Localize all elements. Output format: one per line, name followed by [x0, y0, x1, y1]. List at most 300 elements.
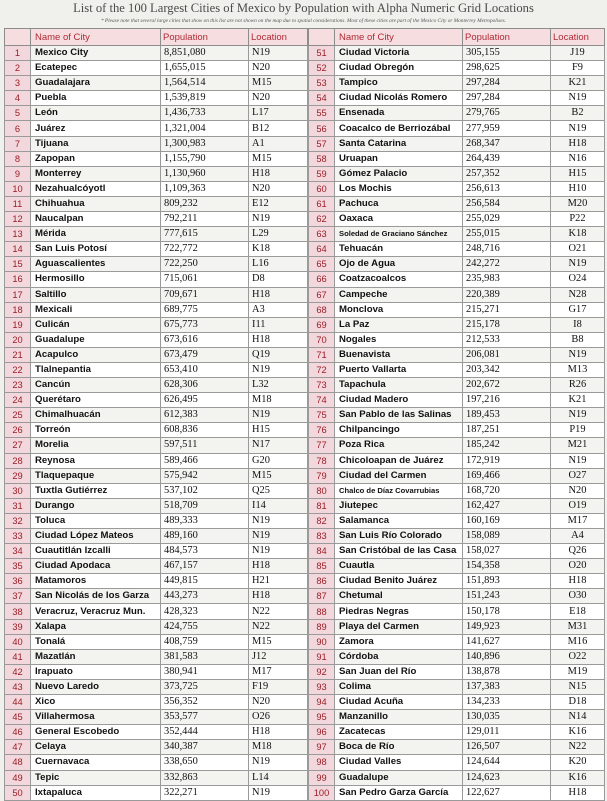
population-cell: 675,773 [161, 317, 249, 332]
table-row [5, 317, 308, 332]
population-cell: 162,427 [463, 498, 551, 513]
grid-location-cell: G20 [249, 453, 308, 468]
table-row [309, 272, 605, 287]
table-row [5, 438, 308, 453]
table-row [309, 212, 605, 227]
population-cell: 777,615 [161, 227, 249, 242]
population-cell: 428,323 [161, 604, 249, 619]
population-cell: 168,720 [463, 483, 551, 498]
rank-cell: 28 [5, 453, 31, 468]
table-row [5, 121, 308, 136]
grid-location-cell: N19 [249, 755, 308, 770]
city-name-cell: Coacalco de Berriozábal [335, 121, 463, 136]
table-row [5, 589, 308, 604]
city-name-cell: Los Mochis [335, 181, 463, 196]
population-cell: 185,242 [463, 438, 551, 453]
grid-location-cell: H18 [249, 559, 308, 574]
grid-location-cell: Q25 [249, 483, 308, 498]
grid-location-cell: H18 [249, 166, 308, 181]
header-location: Location [551, 29, 605, 46]
grid-location-cell: M19 [551, 664, 605, 679]
table-row [309, 755, 605, 770]
city-name-cell: Monclova [335, 302, 463, 317]
city-name-cell: Villahermosa [31, 710, 161, 725]
population-cell: 255,015 [463, 227, 551, 242]
population-cell: 248,716 [463, 242, 551, 257]
rank-cell: 87 [309, 589, 335, 604]
population-cell: 673,616 [161, 332, 249, 347]
population-cell: 130,035 [463, 710, 551, 725]
table-row [5, 664, 308, 679]
city-name-cell: Reynosa [31, 453, 161, 468]
grid-location-cell: M17 [249, 664, 308, 679]
population-cell: 279,765 [463, 106, 551, 121]
table-row [309, 332, 605, 347]
city-name-cell: Gómez Palacio [335, 166, 463, 181]
table-row [309, 483, 605, 498]
grid-location-cell: H10 [551, 181, 605, 196]
city-name-cell: Aguascalientes [31, 257, 161, 272]
table-row [5, 634, 308, 649]
city-name-cell: Mérida [31, 227, 161, 242]
grid-location-cell: B2 [551, 106, 605, 121]
rank-cell: 81 [309, 498, 335, 513]
rank-cell: 97 [309, 740, 335, 755]
rank-cell: 90 [309, 634, 335, 649]
rank-cell: 56 [309, 121, 335, 136]
grid-location-cell: H21 [249, 574, 308, 589]
population-cell: 149,923 [463, 619, 551, 634]
table-row [309, 46, 605, 61]
grid-location-cell: I11 [249, 317, 308, 332]
rank-cell: 98 [309, 755, 335, 770]
city-name-cell: Coatzacoalcos [335, 272, 463, 287]
grid-location-cell: N20 [249, 181, 308, 196]
population-cell: 467,157 [161, 559, 249, 574]
city-name-cell: Cuautla [335, 559, 463, 574]
population-cell: 381,583 [161, 649, 249, 664]
population-cell: 255,029 [463, 212, 551, 227]
population-cell: 134,233 [463, 695, 551, 710]
table-row [5, 483, 308, 498]
grid-location-cell: I8 [551, 317, 605, 332]
grid-location-cell: K21 [551, 76, 605, 91]
city-name-cell: Veracruz, Veracruz Mun. [31, 604, 161, 619]
city-name-cell: Acapulco [31, 347, 161, 362]
table-row [5, 166, 308, 181]
grid-location-cell: N19 [249, 544, 308, 559]
rank-cell: 33 [5, 529, 31, 544]
population-cell: 537,102 [161, 483, 249, 498]
population-cell: 160,169 [463, 513, 551, 528]
grid-location-cell: N19 [551, 91, 605, 106]
grid-location-cell: N19 [249, 212, 308, 227]
population-cell: 277,959 [463, 121, 551, 136]
population-cell: 203,342 [463, 362, 551, 377]
rank-cell: 41 [5, 649, 31, 664]
population-cell: 1,155,790 [161, 151, 249, 166]
rank-cell: 15 [5, 257, 31, 272]
rank-cell: 22 [5, 362, 31, 377]
rank-cell: 66 [309, 272, 335, 287]
city-name-cell: Ciudad Apodaca [31, 559, 161, 574]
population-cell: 489,333 [161, 513, 249, 528]
population-cell: 1,321,004 [161, 121, 249, 136]
rank-cell: 24 [5, 393, 31, 408]
population-cell: 1,130,960 [161, 166, 249, 181]
rank-cell: 45 [5, 710, 31, 725]
population-cell: 242,272 [463, 257, 551, 272]
city-name-cell: Ciudad Obregón [335, 61, 463, 76]
table-row [309, 468, 605, 483]
table-row [309, 710, 605, 725]
city-name-cell: Nuevo Laredo [31, 679, 161, 694]
grid-location-cell: I14 [249, 498, 308, 513]
grid-location-cell: H15 [551, 166, 605, 181]
grid-location-cell: H18 [249, 725, 308, 740]
city-name-cell: Saltillo [31, 287, 161, 302]
population-cell: 297,284 [463, 91, 551, 106]
header-name: Name of City [31, 29, 161, 46]
grid-location-cell: L29 [249, 227, 308, 242]
population-cell: 380,941 [161, 664, 249, 679]
population-cell: 715,061 [161, 272, 249, 287]
city-name-cell: Oaxaca [335, 212, 463, 227]
population-cell: 140,896 [463, 649, 551, 664]
city-name-cell: Culicán [31, 317, 161, 332]
table-row [309, 287, 605, 302]
table-row [309, 664, 605, 679]
grid-location-cell: O22 [551, 649, 605, 664]
table-row [309, 408, 605, 423]
population-cell: 443,273 [161, 589, 249, 604]
rank-cell: 49 [5, 770, 31, 785]
population-cell: 597,511 [161, 438, 249, 453]
header-location: Location [249, 29, 308, 46]
city-name-cell: San Pablo de las Salinas [335, 408, 463, 423]
city-name-cell: Monterrey [31, 166, 161, 181]
population-cell: 628,306 [161, 378, 249, 393]
population-cell: 1,436,733 [161, 106, 249, 121]
rank-cell: 43 [5, 679, 31, 694]
population-cell: 352,444 [161, 725, 249, 740]
population-cell: 151,243 [463, 589, 551, 604]
rank-cell: 21 [5, 347, 31, 362]
population-cell: 305,155 [463, 46, 551, 61]
population-cell: 124,644 [463, 755, 551, 770]
rank-cell: 37 [5, 589, 31, 604]
table-row [309, 649, 605, 664]
rank-cell: 77 [309, 438, 335, 453]
population-cell: 150,178 [463, 604, 551, 619]
table-row [309, 770, 605, 785]
grid-location-cell: N19 [249, 362, 308, 377]
rank-cell: 6 [5, 121, 31, 136]
rank-cell: 35 [5, 559, 31, 574]
table-row [309, 544, 605, 559]
rank-cell: 60 [309, 181, 335, 196]
rank-cell: 13 [5, 227, 31, 242]
rank-cell: 47 [5, 740, 31, 755]
rank-cell: 95 [309, 710, 335, 725]
table-row [5, 242, 308, 257]
rank-cell: 91 [309, 649, 335, 664]
grid-location-cell: N22 [551, 740, 605, 755]
grid-location-cell: M21 [551, 438, 605, 453]
rank-cell: 27 [5, 438, 31, 453]
grid-location-cell: D8 [249, 272, 308, 287]
city-name-cell: Uruapan [335, 151, 463, 166]
grid-location-cell: O21 [551, 242, 605, 257]
header-name: Name of City [335, 29, 463, 46]
grid-location-cell: B8 [551, 332, 605, 347]
city-name-cell: San Juan del Río [335, 664, 463, 679]
table-row [309, 740, 605, 755]
rank-cell: 85 [309, 559, 335, 574]
rank-cell: 64 [309, 242, 335, 257]
city-table-left [4, 28, 308, 801]
rank-cell: 26 [5, 423, 31, 438]
city-name-cell: Puerto Vallarta [335, 362, 463, 377]
population-cell: 256,613 [463, 181, 551, 196]
city-name-cell: Buenavista [335, 347, 463, 362]
grid-location-cell: M15 [249, 76, 308, 91]
table-row [309, 634, 605, 649]
city-name-cell: Poza Rica [335, 438, 463, 453]
population-cell: 158,027 [463, 544, 551, 559]
population-cell: 1,539,819 [161, 91, 249, 106]
population-cell: 137,383 [463, 679, 551, 694]
grid-location-cell: N28 [551, 287, 605, 302]
table-row [309, 498, 605, 513]
table-row [5, 181, 308, 196]
rank-cell: 67 [309, 287, 335, 302]
city-name-cell: Campeche [335, 287, 463, 302]
table-row [309, 679, 605, 694]
grid-location-cell: O26 [249, 710, 308, 725]
grid-location-cell: K20 [551, 755, 605, 770]
population-cell: 653,410 [161, 362, 249, 377]
rank-cell: 1 [5, 46, 31, 61]
population-cell: 151,893 [463, 574, 551, 589]
table-row [309, 76, 605, 91]
grid-location-cell: H15 [249, 423, 308, 438]
population-cell: 158,089 [463, 529, 551, 544]
rank-cell: 29 [5, 468, 31, 483]
table-row [5, 287, 308, 302]
grid-location-cell: L16 [249, 257, 308, 272]
city-name-cell: Ciudad Acuña [335, 695, 463, 710]
table-row [5, 725, 308, 740]
grid-location-cell: N19 [249, 513, 308, 528]
rank-cell: 44 [5, 695, 31, 710]
rank-cell: 48 [5, 755, 31, 770]
grid-location-cell: L14 [249, 770, 308, 785]
rank-cell: 61 [309, 196, 335, 211]
population-cell: 256,584 [463, 196, 551, 211]
table-row [309, 513, 605, 528]
grid-location-cell: N19 [551, 453, 605, 468]
population-cell: 187,251 [463, 423, 551, 438]
rank-cell: 32 [5, 513, 31, 528]
grid-location-cell: N19 [551, 347, 605, 362]
table-row [5, 755, 308, 770]
rank-cell: 100 [309, 785, 335, 800]
city-name-cell: Tehuacán [335, 242, 463, 257]
grid-location-cell: N17 [249, 438, 308, 453]
city-name-cell: Irapuato [31, 664, 161, 679]
city-name-cell: Chetumal [335, 589, 463, 604]
grid-location-cell: A1 [249, 136, 308, 151]
grid-location-cell: Q19 [249, 347, 308, 362]
city-name-cell: Santa Catarina [335, 136, 463, 151]
rank-cell: 3 [5, 76, 31, 91]
table-row [309, 604, 605, 619]
city-name-cell: Zapopan [31, 151, 161, 166]
header-population: Population [463, 29, 551, 46]
rank-cell: 70 [309, 332, 335, 347]
table-row [309, 589, 605, 604]
city-name-cell: Chilpancingo [335, 423, 463, 438]
rank-cell: 5 [5, 106, 31, 121]
grid-location-cell: Q26 [551, 544, 605, 559]
city-name-cell: San Nicolás de los Garza [31, 589, 161, 604]
rank-cell: 38 [5, 604, 31, 619]
city-name-cell: Cuautitlán Izcalli [31, 544, 161, 559]
rank-cell: 19 [5, 317, 31, 332]
grid-location-cell: O19 [551, 498, 605, 513]
table-row [309, 106, 605, 121]
grid-location-cell: P22 [551, 212, 605, 227]
rank-cell: 31 [5, 498, 31, 513]
table-row [309, 362, 605, 377]
population-cell: 1,655,015 [161, 61, 249, 76]
table-row [5, 61, 308, 76]
grid-location-cell: M20 [551, 196, 605, 211]
city-name-cell: Zamora [335, 634, 463, 649]
population-cell: 332,863 [161, 770, 249, 785]
city-name-cell: Jiutepec [335, 498, 463, 513]
rank-cell: 4 [5, 91, 31, 106]
population-cell: 575,942 [161, 468, 249, 483]
population-cell: 8,851,080 [161, 46, 249, 61]
grid-location-cell: N19 [551, 121, 605, 136]
city-name-cell: Guadalajara [31, 76, 161, 91]
population-cell: 122,627 [463, 785, 551, 800]
rank-cell: 73 [309, 378, 335, 393]
table-row [5, 196, 308, 211]
rank-cell: 57 [309, 136, 335, 151]
table-row [309, 121, 605, 136]
rank-cell: 72 [309, 362, 335, 377]
rank-cell: 55 [309, 106, 335, 121]
grid-location-cell: H18 [551, 785, 605, 800]
rank-cell: 68 [309, 302, 335, 317]
population-cell: 353,577 [161, 710, 249, 725]
city-name-cell: Naucalpan [31, 212, 161, 227]
table-row [5, 785, 308, 800]
city-name-cell: Córdoba [335, 649, 463, 664]
grid-location-cell: O24 [551, 272, 605, 287]
rank-cell: 63 [309, 227, 335, 242]
city-name-cell: Chicoloapan de Juárez [335, 453, 463, 468]
table-row [309, 91, 605, 106]
table-row [5, 332, 308, 347]
table-row [309, 166, 605, 181]
table-row [5, 106, 308, 121]
rank-cell: 78 [309, 453, 335, 468]
grid-location-cell: M18 [249, 393, 308, 408]
rank-cell: 84 [309, 544, 335, 559]
population-cell: 709,671 [161, 287, 249, 302]
table-row [309, 257, 605, 272]
table-row [309, 61, 605, 76]
rank-cell: 58 [309, 151, 335, 166]
rank-cell: 59 [309, 166, 335, 181]
table-row [309, 423, 605, 438]
table-row [5, 604, 308, 619]
header-rank [309, 29, 335, 46]
grid-location-cell: G17 [551, 302, 605, 317]
grid-location-cell: A4 [551, 529, 605, 544]
population-cell: 340,387 [161, 740, 249, 755]
table-row [5, 574, 308, 589]
population-cell: 215,271 [463, 302, 551, 317]
table-row [309, 619, 605, 634]
rank-cell: 71 [309, 347, 335, 362]
grid-location-cell: M18 [249, 740, 308, 755]
city-name-cell: Ecatepec [31, 61, 161, 76]
city-name-cell: Toluca [31, 513, 161, 528]
rank-cell: 62 [309, 212, 335, 227]
city-name-cell: Ciudad Benito Juárez [335, 574, 463, 589]
table-row [5, 151, 308, 166]
population-cell: 206,081 [463, 347, 551, 362]
grid-location-cell: M15 [249, 468, 308, 483]
population-cell: 356,352 [161, 695, 249, 710]
rank-cell: 10 [5, 181, 31, 196]
population-cell: 202,672 [463, 378, 551, 393]
city-name-cell: Querétaro [31, 393, 161, 408]
grid-location-cell: N19 [249, 529, 308, 544]
rank-cell: 96 [309, 725, 335, 740]
population-cell: 141,627 [463, 634, 551, 649]
rank-cell: 83 [309, 529, 335, 544]
city-name-cell: Soledad de Graciano Sánchez [335, 227, 463, 242]
city-name-cell: Tampico [335, 76, 463, 91]
grid-location-cell: O27 [551, 468, 605, 483]
grid-location-cell: M17 [551, 513, 605, 528]
rank-cell: 36 [5, 574, 31, 589]
table-row [5, 498, 308, 513]
table-header [309, 29, 605, 46]
city-name-cell: Ciudad Nicolás Romero [335, 91, 463, 106]
table-row [5, 347, 308, 362]
city-name-cell: Chihuahua [31, 196, 161, 211]
grid-location-cell: D18 [551, 695, 605, 710]
table-row [309, 574, 605, 589]
grid-location-cell: K21 [551, 393, 605, 408]
population-cell: 297,284 [463, 76, 551, 91]
table-row [5, 740, 308, 755]
city-table-right [308, 28, 605, 801]
city-name-cell: Tepic [31, 770, 161, 785]
city-name-cell: Mexicali [31, 302, 161, 317]
city-name-cell: Hermosillo [31, 272, 161, 287]
grid-location-cell: H18 [249, 332, 308, 347]
rank-cell: 30 [5, 483, 31, 498]
city-name-cell: Mexico City [31, 46, 161, 61]
